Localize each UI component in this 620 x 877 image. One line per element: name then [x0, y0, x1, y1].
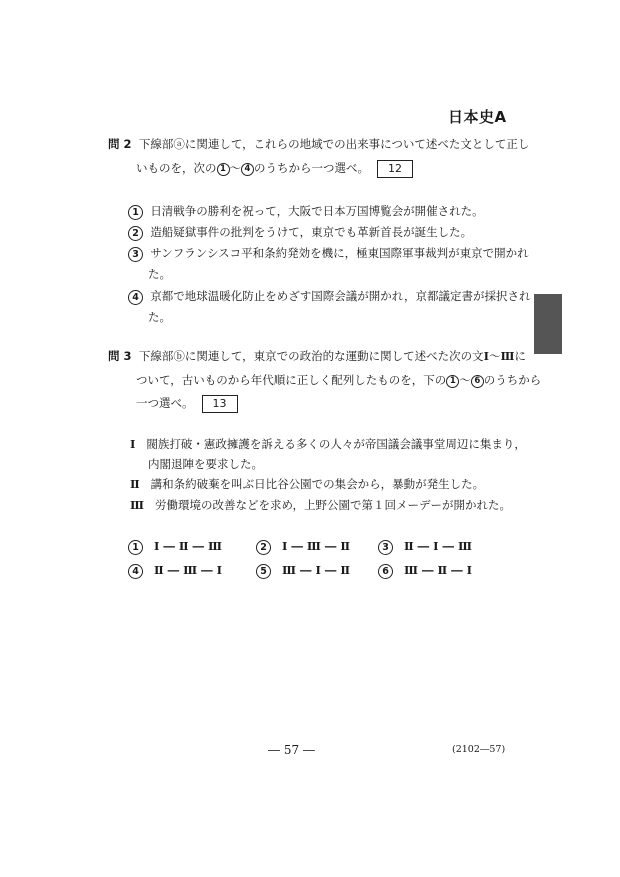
q2-option-3	[128, 245, 529, 262]
q3-roman-end: Ⅲ	[500, 349, 515, 363]
q3-answer-box: 13	[202, 395, 238, 413]
q2-range-end: 4	[241, 163, 254, 176]
q3-choice-5	[256, 562, 350, 579]
q2-option-1-num: 1	[128, 205, 143, 220]
q3-choice-1-seq: Ⅰ ― Ⅱ ― Ⅲ	[153, 539, 223, 553]
q3-choice-1	[128, 538, 222, 555]
q2-stem-1: 下線部ⓐに関連して，これらの地域での出来事について述べた文として正し	[138, 137, 530, 151]
q3-choice-3-seq: Ⅱ ― Ⅰ ― Ⅲ	[403, 539, 473, 553]
q3-stem-tilde: ～	[489, 349, 501, 363]
q3-line1	[108, 348, 526, 364]
q3-range-start: 1	[446, 375, 459, 388]
q2-answer-box: 12	[377, 160, 413, 178]
page-code: (2102―57)	[452, 744, 506, 755]
q2-label: 問 2	[108, 137, 132, 151]
q3-choice-5-num: 5	[256, 564, 271, 579]
q2-option-3-text: サンフランシスコ平和条約発効を機に，極東国際軍事裁判が東京で開かれ	[150, 246, 529, 260]
q3-choice-6-seq: Ⅲ ― Ⅱ ― Ⅰ	[403, 563, 473, 577]
q2-option-4-cont: た。	[148, 310, 171, 324]
q2-option-2	[128, 224, 472, 241]
q3-statement-2-num: Ⅱ	[130, 477, 140, 491]
q2-option-2-num: 2	[128, 226, 143, 241]
q3-choice-1-num: 1	[128, 540, 143, 555]
q2-option-2-text: 造船疑獄事件の批判をうけて，東京でも革新首長が誕生した。	[150, 225, 473, 239]
q2-range-start: 1	[217, 163, 230, 176]
q2-option-1	[128, 203, 484, 220]
q3-stem-3: 一つ選べ。	[136, 396, 194, 410]
q3-range-end: 6	[471, 375, 484, 388]
subject-title: 日本史A	[448, 108, 507, 126]
q3-label: 問 3	[108, 349, 132, 363]
q3-choice-4-seq: Ⅱ ― Ⅲ ― Ⅰ	[153, 563, 223, 577]
q3-statement-1	[130, 436, 526, 452]
q2-stem-2a: いものを，次の	[136, 161, 217, 175]
q3-choice-3	[378, 538, 472, 555]
q3-roman-start: Ⅰ	[483, 349, 489, 363]
q3-statement-1-num: Ⅰ	[130, 437, 136, 451]
q3-statement-3-num: Ⅲ	[130, 498, 145, 512]
q3-choice-2	[256, 538, 350, 555]
q3-choice-2-num: 2	[256, 540, 271, 555]
section-tab-marker	[534, 294, 562, 354]
q3-stem-1a: 下線部ⓑに関連して，東京での政治的な運動に関して述べた次の文	[138, 349, 484, 363]
q3-statement-3-text: 労働環境の改善などを求め，上野公園で第１回メーデーが開かれた。	[154, 498, 512, 512]
q2-line2	[136, 160, 413, 178]
q3-statement-2-text: 講和条約破棄を叫ぶ日比谷公園での集会から，暴動が発生した。	[150, 477, 485, 491]
q2-stem-2b: のうちから一つ選べ。	[254, 161, 369, 175]
q3-choice-4	[128, 562, 222, 579]
q3-statement-1-text: 閥族打破・憲政擁護を訴える多くの人々が帝国議会議事堂周辺に集まり，	[146, 437, 526, 451]
q2-tilde: ～	[229, 161, 241, 175]
q2-option-1-text: 日清戦争の勝利を祝って，大阪で日本万国博覧会が開催された。	[150, 204, 484, 218]
q2-line1	[108, 136, 529, 152]
page-number: ― 57 ―	[268, 743, 315, 757]
q3-statement-2	[130, 476, 484, 492]
q3-choice-6	[378, 562, 472, 579]
q3-choice-6-num: 6	[378, 564, 393, 579]
q3-stem-1b: に	[514, 349, 527, 363]
q3-stem-2b: のうちから	[483, 373, 542, 387]
q3-stem-2a: ついて，古いものから年代順に正しく配列したものを，下の	[136, 373, 447, 387]
q3-tilde: ～	[459, 373, 471, 387]
q3-choice-2-seq: Ⅰ ― Ⅲ ― Ⅱ	[281, 539, 351, 553]
q2-option-4	[128, 288, 531, 305]
q3-statement-1-cont: 内閣退陣を要求した。	[148, 457, 263, 471]
q2-option-3-cont: た。	[148, 267, 171, 281]
q2-option-4-text: 京都で地球温暖化防止をめざす国際会議が開かれ，京都議定書が採択され	[150, 289, 531, 303]
q3-statement-3	[130, 497, 511, 513]
q3-choice-3-num: 3	[378, 540, 393, 555]
q2-option-3-num: 3	[128, 247, 143, 262]
q2-option-4-num: 4	[128, 290, 143, 305]
q3-line3	[136, 395, 238, 413]
q3-choice-4-num: 4	[128, 564, 143, 579]
q3-line2	[136, 372, 541, 388]
q3-choice-5-seq: Ⅲ ― Ⅰ ― Ⅱ	[281, 563, 351, 577]
